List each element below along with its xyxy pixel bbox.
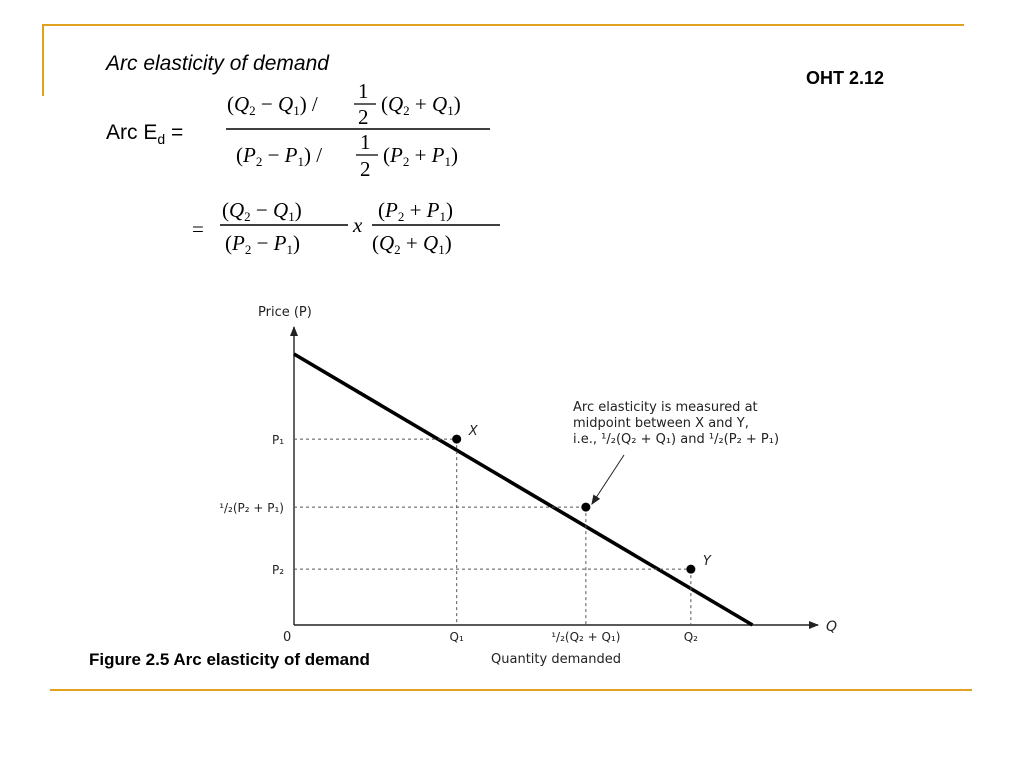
y-tick-label: P₂ — [271, 563, 284, 578]
annotation-text: midpoint between X and Y, — [573, 416, 749, 431]
point-label: X — [468, 424, 478, 440]
slide-title: Arc elasticity of demand — [106, 52, 329, 75]
arc-label-equals: = — [165, 121, 184, 144]
arc-label-subscript: d — [157, 131, 166, 148]
slide-reference: OHT 2.12 — [806, 68, 885, 88]
svg-text:1: 1 — [358, 79, 369, 103]
arc-label-main: Arc E — [106, 121, 158, 144]
annotation-text: i.e., ¹/₂(Q₂ + Q₁) and ¹/₂(P₂ + P₁) — [573, 432, 780, 447]
x-axis-label: Quantity demanded — [491, 652, 621, 667]
svg-text:2: 2 — [358, 105, 369, 129]
svg-text:1: 1 — [360, 130, 371, 154]
svg-text:(P2 + P1): (P2 + P1) — [383, 143, 458, 169]
svg-text:(Q2 − Q1) /: (Q2 − Q1) / — [227, 92, 318, 118]
data-point — [452, 435, 461, 444]
svg-text:(Q2 − Q1): (Q2 − Q1) — [222, 198, 302, 224]
data-point — [686, 565, 695, 574]
point-label: Y — [702, 554, 711, 570]
annotation-text: Arc elasticity is measured at — [573, 400, 758, 415]
data-point — [581, 503, 590, 512]
figure-caption: Figure 2.5 Arc elasticity of demand — [89, 650, 370, 669]
x-tick-label: ¹/₂(Q₂ + Q₁) — [551, 630, 621, 644]
y-axis-label: Price (P) — [258, 305, 312, 320]
demand-line — [294, 354, 752, 625]
svg-text:2: 2 — [360, 157, 371, 181]
x-axis-symbol: Q — [826, 619, 838, 635]
svg-text:(P2 + P1): (P2 + P1) — [378, 198, 453, 224]
svg-text:=: = — [192, 217, 204, 241]
annotation-arrow — [592, 455, 624, 504]
svg-text:(Q2 + Q1): (Q2 + Q1) — [372, 231, 452, 257]
svg-text:(Q2 + Q1): (Q2 + Q1) — [381, 92, 461, 118]
svg-text:x: x — [353, 213, 363, 237]
y-tick-label: ¹/₂(P₂ + P₁) — [219, 501, 284, 516]
origin-label: 0 — [283, 630, 292, 645]
svg-text:(P2 − P1): (P2 − P1) — [225, 231, 300, 257]
y-tick-label: P₁ — [271, 433, 284, 448]
x-tick-label: Q₁ — [449, 630, 464, 644]
x-tick-label: Q₂ — [683, 630, 698, 644]
svg-text:(P2 − P1) /: (P2 − P1) / — [236, 143, 323, 169]
